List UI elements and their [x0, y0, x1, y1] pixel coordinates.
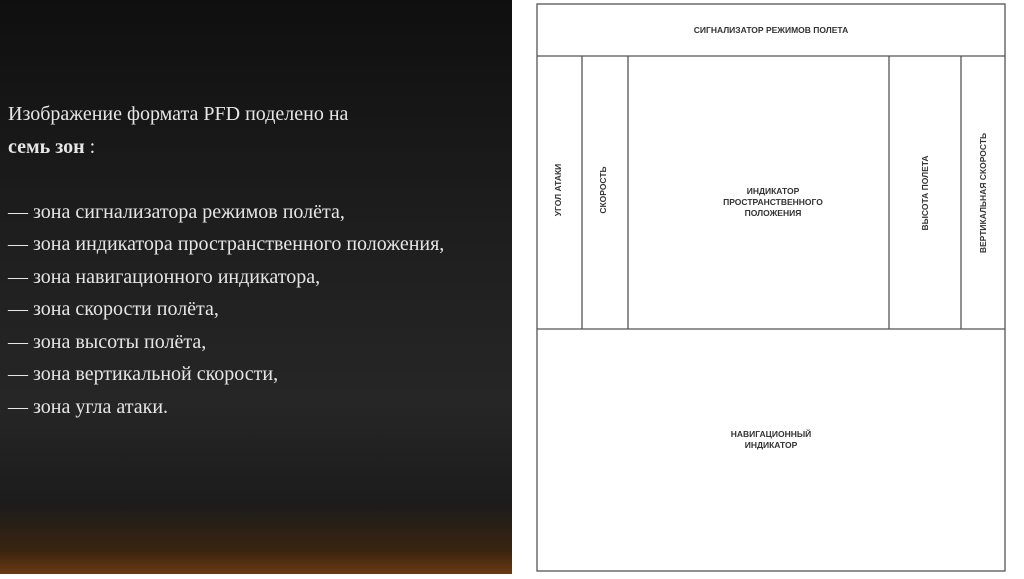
aoa-label: УГОЛ АТАКИ	[553, 163, 563, 217]
diagram-frame	[537, 4, 1005, 571]
intro-paragraph	[8, 98, 498, 163]
nav-label-line2: ИНДИКАТОР	[744, 440, 798, 450]
adi-label-line3: ПОЛОЖЕНИЯ	[744, 208, 802, 218]
vspeed-label: ВЕРТИКАЛЬНАЯ СКОРОСТЬ	[978, 132, 988, 254]
slide-text	[8, 98, 498, 423]
intro-tail: :	[84, 135, 96, 158]
zone-item: — зона индикатора пространственного положения,	[8, 233, 445, 255]
speed-label: СКОРОСТЬ	[598, 166, 608, 214]
zone-item: — зона скорости полёта,	[8, 298, 219, 320]
altitude-label: ВЫСОТА ПОЛЕТА	[920, 155, 930, 231]
spacer	[8, 163, 498, 196]
intro-bold-text: семь зон	[8, 135, 85, 158]
diagram-panel	[512, 0, 1024, 574]
zone-item: — зона навигационного индикатора,	[8, 265, 321, 288]
adi-label-line1: ИНДИКАТОР	[746, 186, 800, 196]
adi-label-line2: ПРОСТРАНСТВЕННОГО	[723, 197, 823, 207]
zone-item: — зона высоты полёта,	[8, 330, 207, 353]
intro-text: Изображение формата PFD поделено на	[8, 103, 349, 125]
pfd-zones-diagram	[512, 0, 1024, 574]
nav-label-line1: НАВИГАЦИОННЫЙ	[730, 429, 812, 439]
fma-label: СИГНАЛИЗАТОР РЕЖИМОВ ПОЛЕТА	[693, 25, 849, 35]
zone-item: — зона угла атаки.	[8, 395, 169, 418]
text-panel	[0, 0, 512, 574]
zone-item: — зона сигнализатора режимов полёта,	[8, 200, 345, 223]
zone-item: — зона вертикальной скорости,	[8, 363, 279, 385]
